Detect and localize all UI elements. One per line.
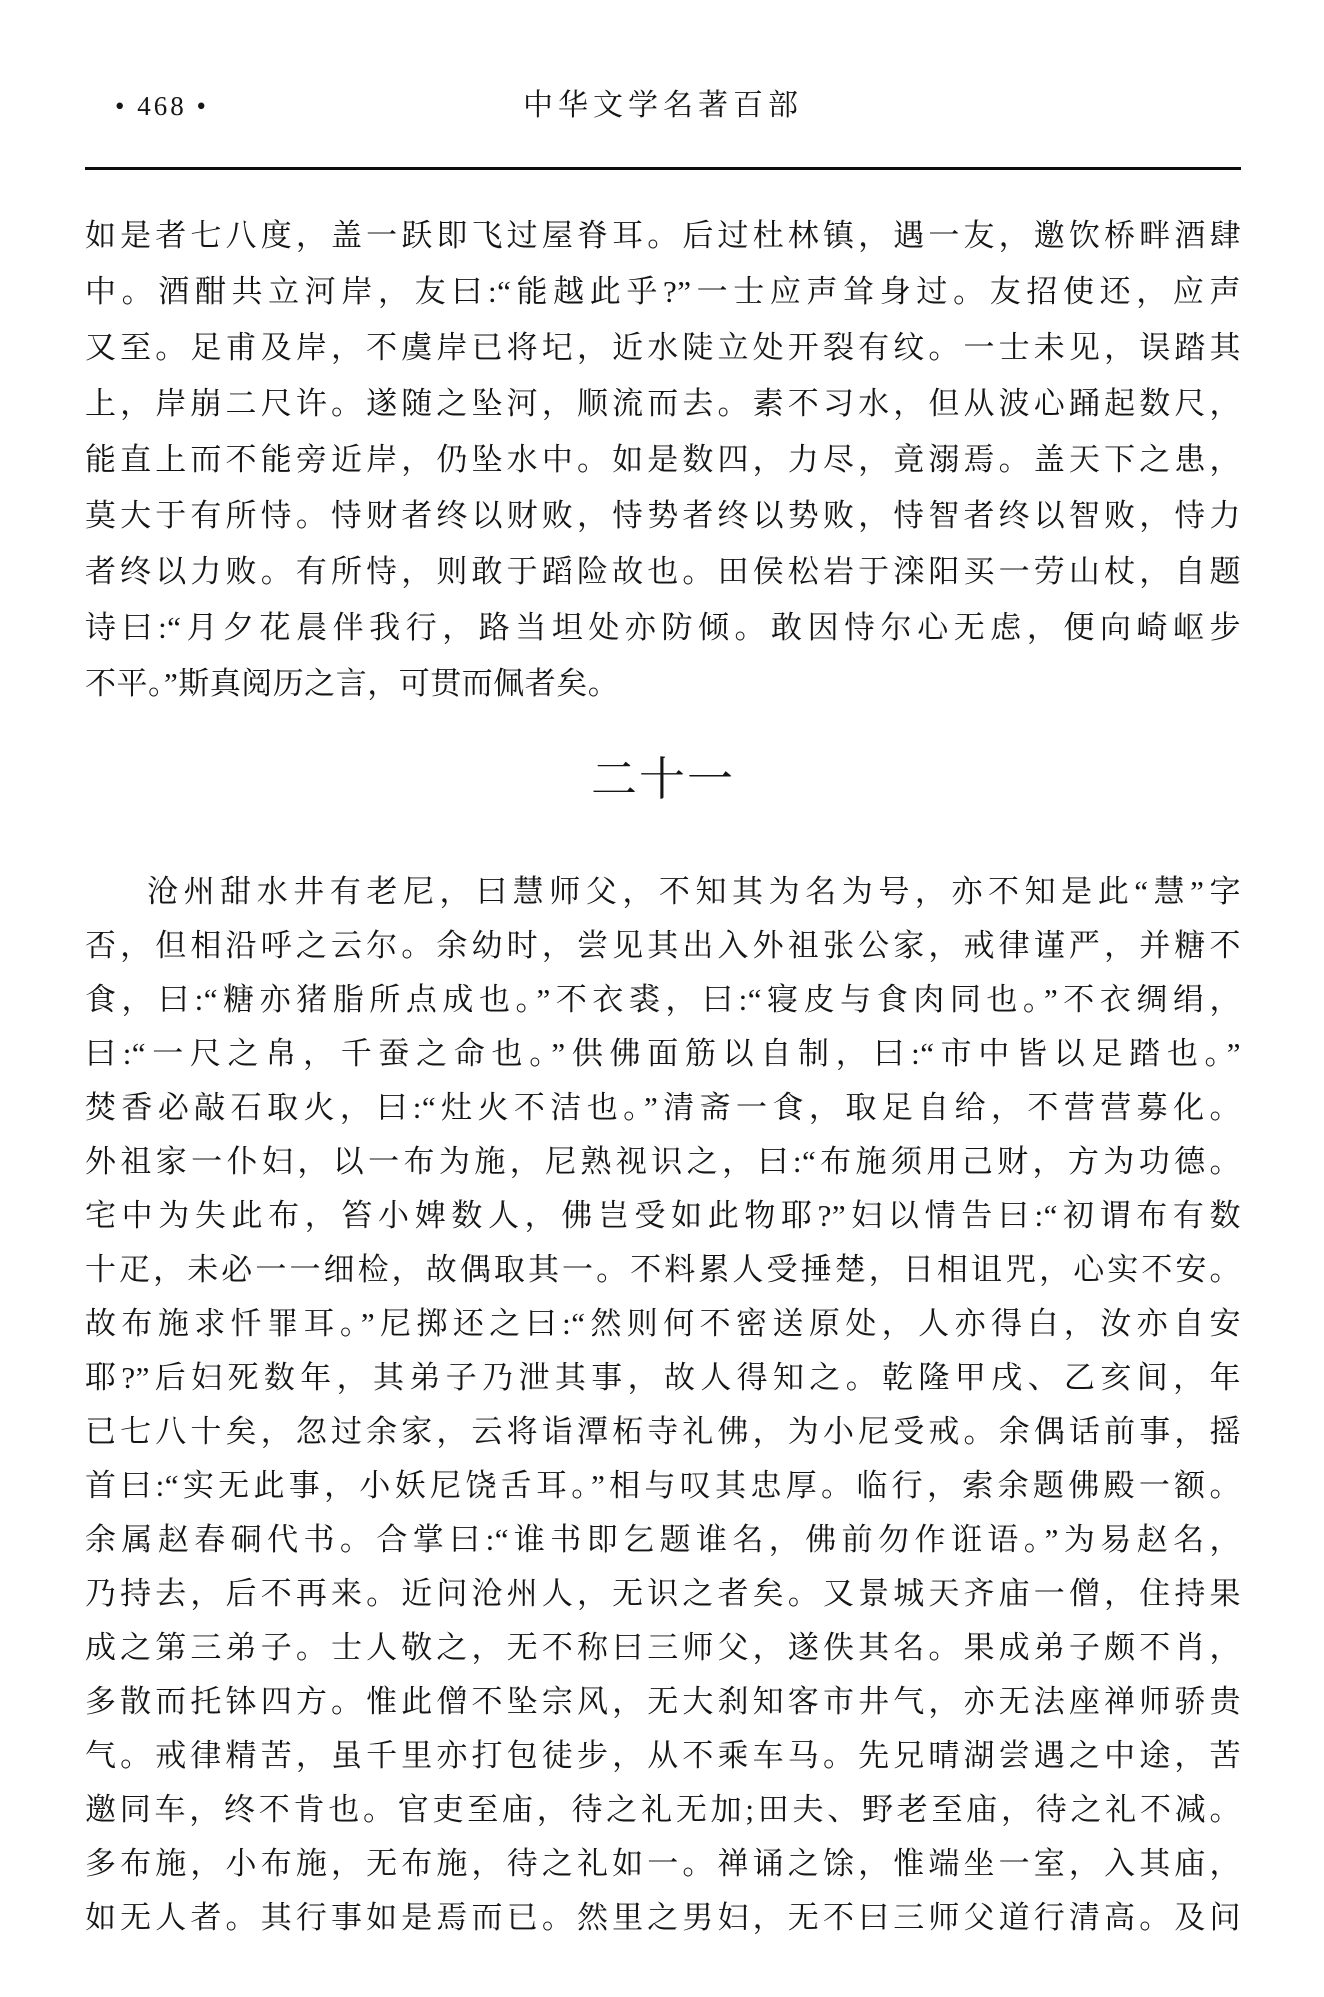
paragraph-line: 气。戒律精苦，虽千里亦打包徒步，从不乘车马。先兄晴湖尝遇之中途，苦 <box>85 1738 1241 1773</box>
paragraph-line: 诗曰:“月夕花晨伴我行，路当坦处亦防倾。敢因恃尔心无虑，便向崎岖步 <box>85 610 1241 645</box>
paragraph-line: 余属赵春硐代书。合掌曰:“谁书即乞题谁名，佛前勿作诳语。”为易赵名， <box>85 1522 1241 1557</box>
paragraph-line: 宅中为失此布，笞小婢数人，佛岂受如此物耶?”妇以情告曰:“初谓布有数 <box>85 1198 1241 1233</box>
paragraph-line: 不平。”斯真阅历之言，可贯而佩者矣。 <box>85 666 620 701</box>
paragraph-line: 又至。足甫及岸，不虞岸已将圮，近水陡立处开裂有纹。一士未见，误踏其 <box>85 330 1241 365</box>
paragraph-line: 莫大于有所恃。恃财者终以财败，恃势者终以势败，恃智者终以智败，恃力 <box>85 498 1241 533</box>
header-rule <box>85 167 1241 170</box>
paragraph-line: 如是者七八度，盖一跃即飞过屋脊耳。后过杜林镇，遇一友，邀饮桥畔酒肆 <box>85 218 1241 253</box>
paragraph-line: 耶?”后妇死数年，其弟子乃泄其事，故人得知之。乾隆甲戌、乙亥间，年 <box>85 1360 1241 1395</box>
paragraph-line: 首曰:“实无此事，小妖尼饶舌耳。”相与叹其忠厚。临行，索余题佛殿一额。 <box>85 1468 1241 1503</box>
paragraph-1 <box>85 208 1241 712</box>
paragraph-2 <box>85 865 1241 1945</box>
paragraph-line: 中。酒酣共立河岸，友曰:“能越此乎?”一士应声耸身过。友招使还，应声 <box>85 274 1241 309</box>
paragraph-line: 成之第三弟子。士人敬之，无不称曰三师父，遂佚其名。果成弟子颇不肖， <box>85 1630 1241 1665</box>
paragraph-line: 多布施，小布施，无布施，待之礼如一。禅诵之馀，惟端坐一室，入其庙， <box>85 1846 1241 1881</box>
book-title: 中华文学名著百部 <box>523 89 803 122</box>
paragraph-line: 沧州甜水井有老尼，曰慧师父，不知其为名为号，亦不知是此“慧”字 <box>147 874 1241 909</box>
paragraph-line: 外祖家一仆妇，以一布为施，尼熟视识之，曰:“布施须用己财，方为功德。 <box>85 1144 1241 1179</box>
paragraph-line: 如无人者。其行事如是焉而已。然里之男妇，无不曰三师父道行清高。及问 <box>85 1900 1241 1935</box>
paragraph-line: 乃持去，后不再来。近问沧州人，无识之者矣。又景城天齐庙一僧，住持果 <box>85 1576 1241 1611</box>
page-number: • 468 • <box>115 91 209 121</box>
paragraph-line: 十疋，未必一一细检，故偶取其一。不料累人受捶楚，日相诅咒，心实不安。 <box>85 1252 1241 1287</box>
paragraph-line: 否，但相沿呼之云尔。余幼时，尝见其出入外祖张公家，戒律谨严，并糖不 <box>85 928 1241 963</box>
chapter-heading: 二十一 <box>591 754 735 805</box>
paragraph-line: 食，曰:“糖亦猪脂所点成也。”不衣裘，曰:“寝皮与食肉同也。”不衣绸绢， <box>85 982 1241 1017</box>
paragraph-line: 能直上而不能旁近岸，仍坠水中。如是数四，力尽，竟溺焉。盖天下之患， <box>85 442 1241 477</box>
paragraph-line: 曰:“一尺之帛，千蚕之命也。”供佛面筋以自制，曰:“市中皆以足踏也。” <box>85 1036 1241 1071</box>
paragraph-line: 焚香必敲石取火，曰:“灶火不洁也。”清斋一食，取足自给，不营营募化。 <box>85 1090 1241 1125</box>
paragraph-line: 邀同车，终不肯也。官吏至庙，待之礼无加;田夫、野老至庙，待之礼不减。 <box>85 1792 1241 1827</box>
paragraph-line: 者终以力败。有所恃，则敢于蹈险故也。田侯松岩于滦阳买一劳山杖，自题 <box>85 554 1241 589</box>
paragraph-line: 多散而托钵四方。惟此僧不坠宗风，无大刹知客市井气，亦无法座禅师骄贵 <box>85 1684 1241 1719</box>
page-header <box>85 88 1241 124</box>
paragraph-line: 上，岸崩二尺许。遂随之坠河，顺流而去。素不习水，但从波心踊起数尺， <box>85 386 1241 421</box>
paragraph-line: 故布施求忏罪耳。”尼掷还之曰:“然则何不密送原处，人亦得白，汝亦自安 <box>85 1306 1241 1341</box>
paragraph-line: 已七八十矣，忽过余家，云将诣潭柘寺礼佛，为小尼受戒。余偶话前事，摇 <box>85 1414 1241 1449</box>
